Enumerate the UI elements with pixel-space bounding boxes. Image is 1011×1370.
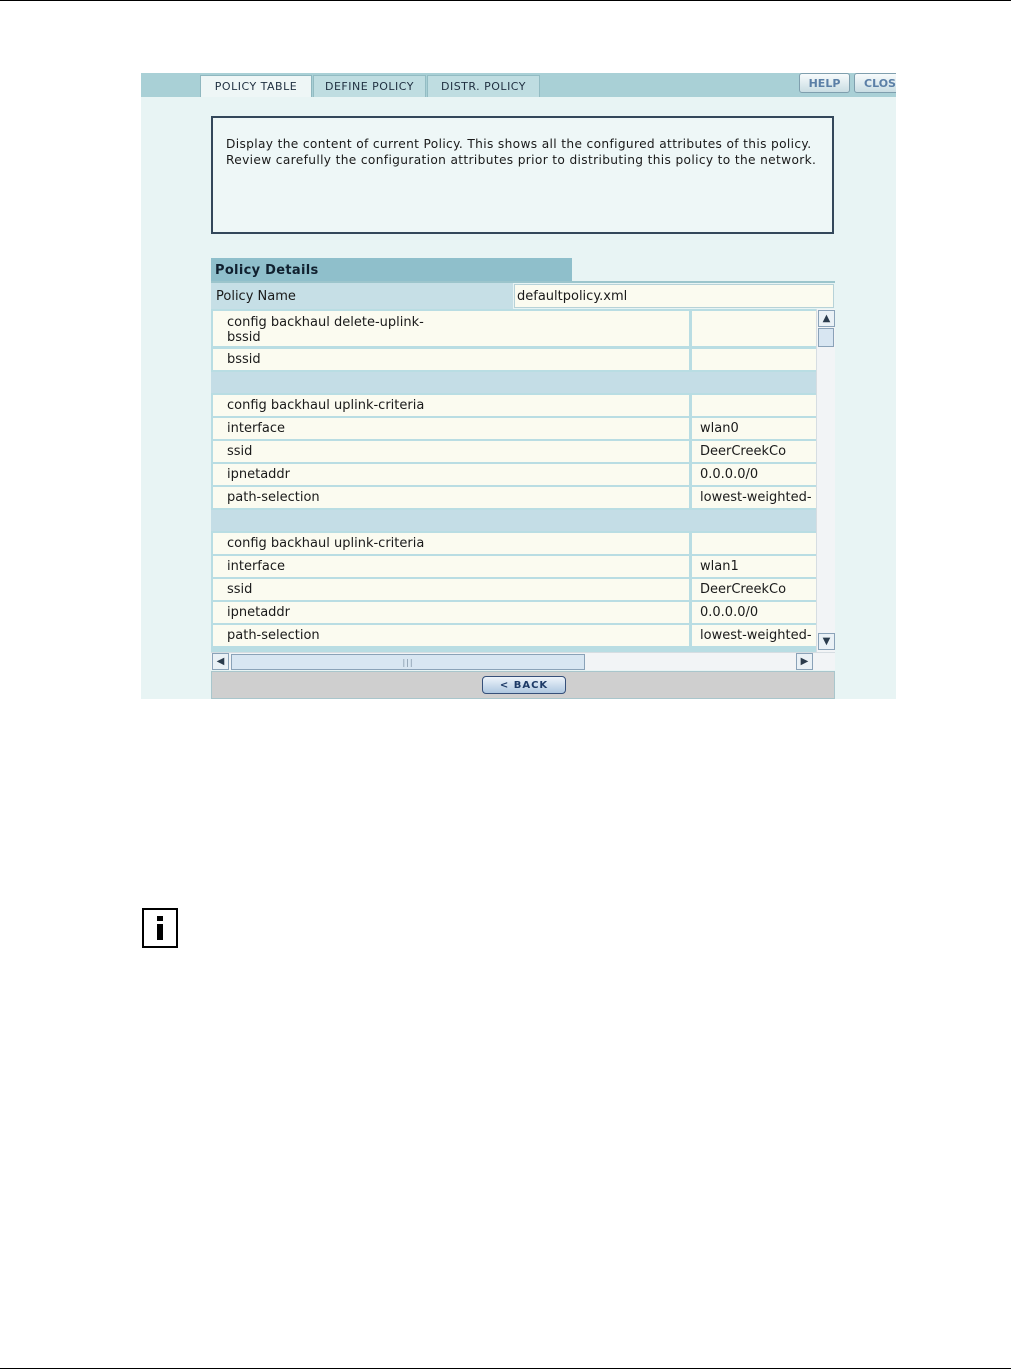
table-cell-value: 0.0.0.0/0 bbox=[692, 602, 816, 623]
info-icon bbox=[142, 908, 178, 948]
section-title: Policy Details bbox=[211, 258, 572, 282]
policy-name-row bbox=[211, 283, 835, 309]
tab-define-policy[interactable]: DEFINE POLICY bbox=[313, 75, 426, 97]
table-cell-label: config backhaul delete-uplink- bssid bbox=[213, 311, 689, 346]
table-cell-value: DeerCreekCo bbox=[692, 579, 816, 600]
info-glyph bbox=[144, 910, 176, 946]
table-cell-value bbox=[692, 311, 816, 346]
tab-policy-table[interactable]: POLICY TABLE bbox=[200, 75, 312, 97]
table-cell-value bbox=[692, 349, 816, 370]
table-cell-value bbox=[692, 395, 816, 416]
button-bar bbox=[211, 671, 835, 699]
scroll-up-arrow-icon[interactable]: ▲ bbox=[818, 310, 835, 327]
scroll-down-arrow-icon[interactable]: ▼ bbox=[818, 633, 835, 650]
table-cell-label: ssid bbox=[213, 579, 689, 600]
vertical-scrollbar[interactable] bbox=[816, 309, 835, 652]
close-button[interactable]: CLOS bbox=[854, 73, 896, 93]
table-cell-label: path-selection bbox=[213, 625, 689, 646]
description-box: Display the content of current Policy. This shows all the configured attributes of this policy. Review carefully the configuration attributes prior to distributing this policy to the network. bbox=[211, 116, 834, 234]
tab-bar bbox=[141, 73, 896, 97]
page-top-rule bbox=[0, 0, 1011, 1]
scroll-left-arrow-icon[interactable]: ◀ bbox=[212, 653, 229, 670]
group-separator bbox=[211, 510, 816, 531]
policy-window bbox=[141, 73, 896, 699]
table-cell-value bbox=[692, 533, 816, 554]
table-cell-label: interface bbox=[213, 556, 689, 577]
table-cell-label: bssid bbox=[213, 349, 689, 370]
policy-name-label: Policy Name bbox=[211, 283, 513, 309]
policy-attributes-table[interactable] bbox=[211, 309, 835, 652]
scroll-right-arrow-icon[interactable]: ▶ bbox=[796, 653, 813, 670]
horizontal-scrollbar[interactable] bbox=[211, 652, 835, 670]
table-cell-value: lowest-weighted- bbox=[692, 487, 816, 508]
table-cell-label: ssid bbox=[213, 441, 689, 462]
table-cell-label: config backhaul uplink-criteria bbox=[213, 395, 689, 416]
group-separator bbox=[211, 372, 816, 393]
table-cell-label: ipnetaddr bbox=[213, 464, 689, 485]
policy-name-value: defaultpolicy.xml bbox=[514, 284, 834, 308]
horizontal-scroll-thumb[interactable]: ||| bbox=[231, 654, 585, 670]
table-cell-label: path-selection bbox=[213, 487, 689, 508]
table-cell-value: DeerCreekCo bbox=[692, 441, 816, 462]
table-cell-value: lowest-weighted- bbox=[692, 625, 816, 646]
help-button[interactable]: HELP bbox=[799, 73, 850, 93]
tab-distr-policy[interactable]: DISTR. POLICY bbox=[427, 75, 540, 97]
table-cell-value: wlan1 bbox=[692, 556, 816, 577]
back-button[interactable]: < BACK bbox=[482, 676, 566, 694]
table-cell-value: 0.0.0.0/0 bbox=[692, 464, 816, 485]
table-cell-label: interface bbox=[213, 418, 689, 439]
vertical-scroll-thumb[interactable] bbox=[818, 328, 834, 347]
page-bottom-rule bbox=[0, 1368, 1011, 1369]
table-cell-value: wlan0 bbox=[692, 418, 816, 439]
table-cell-label: ipnetaddr bbox=[213, 602, 689, 623]
table-cell-label: config backhaul uplink-criteria bbox=[213, 533, 689, 554]
